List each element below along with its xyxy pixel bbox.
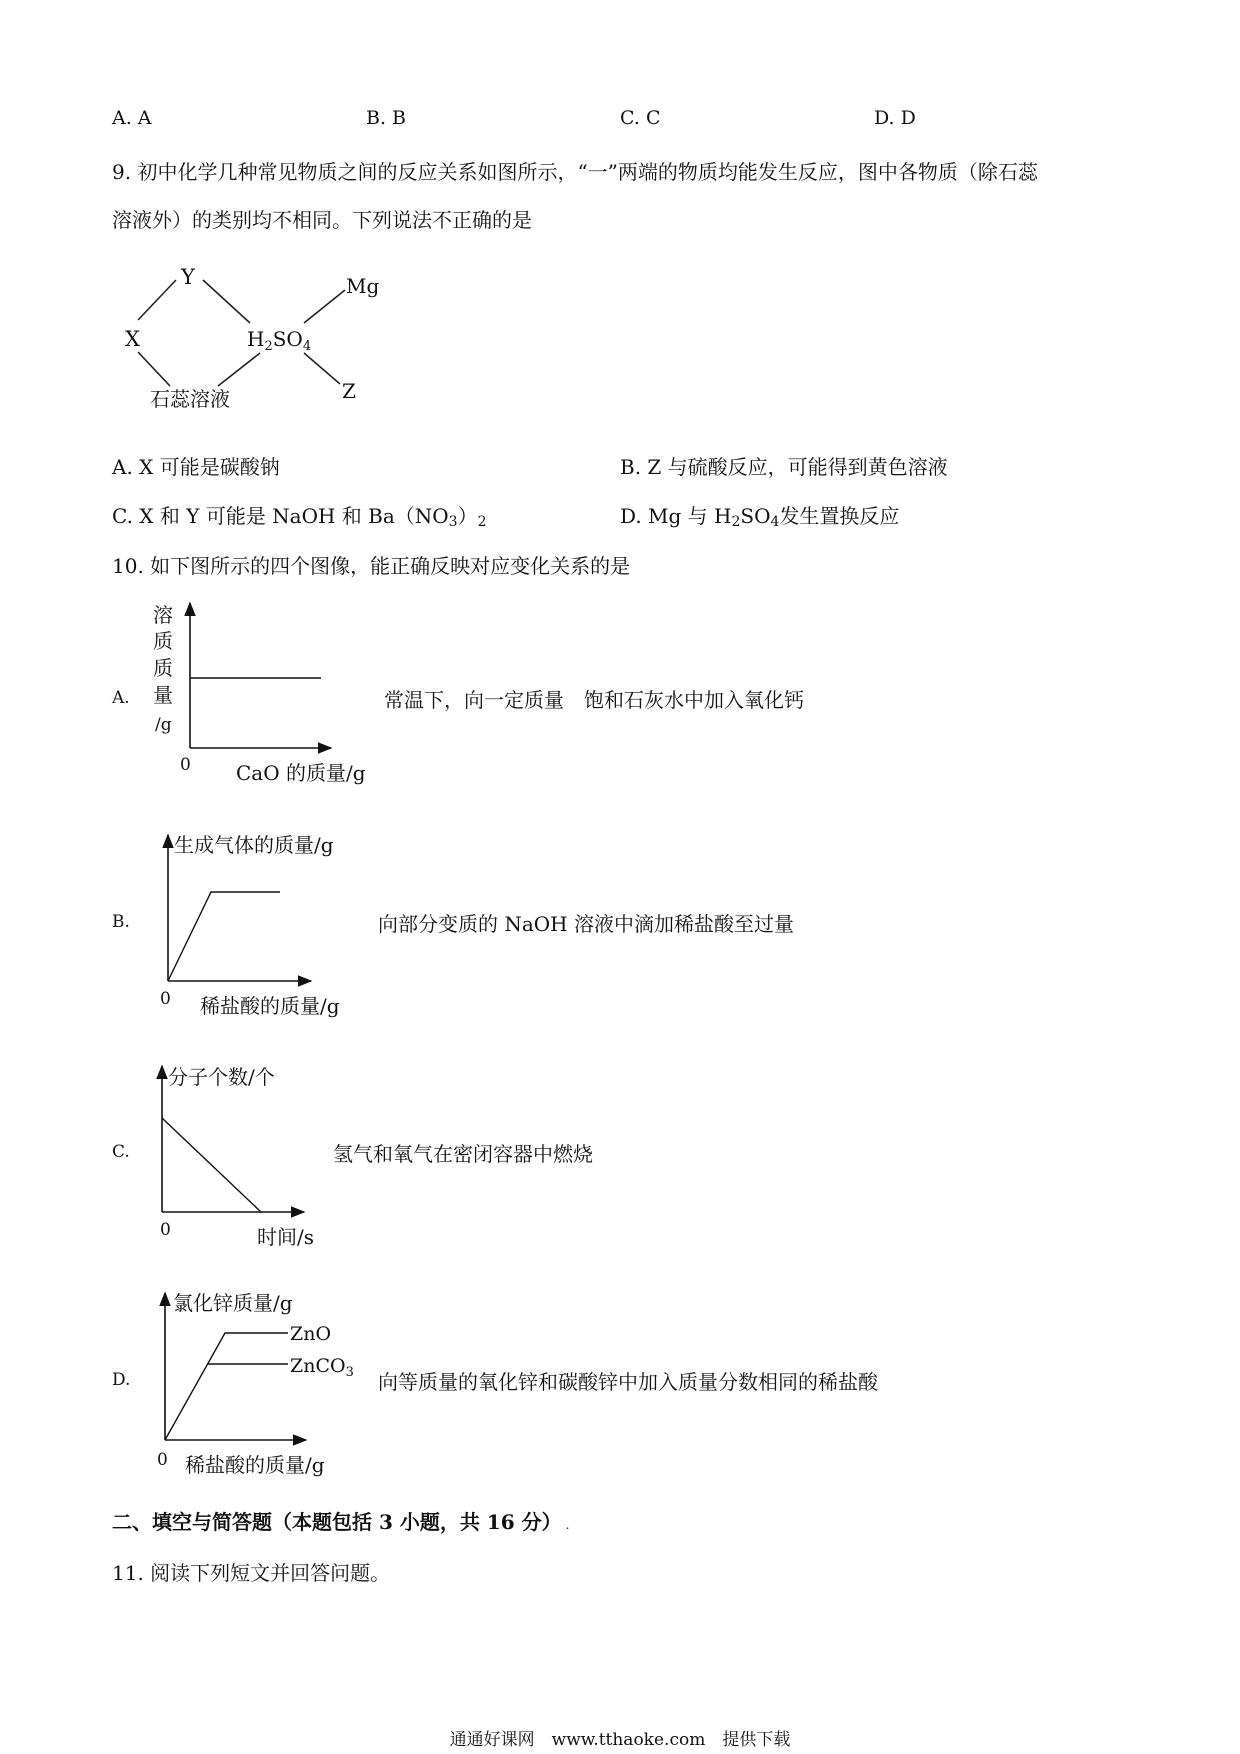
page-footer: 通通好课网 www.tthaoke.com 提供下载 xyxy=(449,1730,791,1750)
q9-option-d: D. Mg 与 $H_2SO_4$发生置换反应 xyxy=(620,504,900,530)
node-z: Z xyxy=(342,379,356,403)
graph-a-ylabel-char-4: 量 xyxy=(153,683,173,707)
graph-d xyxy=(157,1291,354,1477)
graph-c-xlabel: 时间/s xyxy=(257,1225,315,1249)
q8-option-b: B. B xyxy=(366,107,407,129)
node-x: X xyxy=(125,327,140,351)
graph-c-origin: 0 xyxy=(160,1220,171,1240)
q10-b-description: 向部分变质的 NaOH 溶液中滴加稀盐酸至过量 xyxy=(378,912,794,936)
graph-d-series-zno xyxy=(165,1333,288,1440)
graph-b xyxy=(160,833,340,1018)
q10-b-letter: B. xyxy=(112,912,130,932)
node-mg: Mg xyxy=(346,274,380,298)
graph-b-line xyxy=(168,892,280,981)
q8-option-c: C. C xyxy=(620,107,661,129)
graph-a-origin: 0 xyxy=(180,755,191,775)
graph-a xyxy=(153,603,366,785)
graph-a-xlabel: CaO 的质量/g xyxy=(236,761,366,785)
section-2-heading: 二、填空与简答题（本题包括 3 小题，共 16 分） . xyxy=(112,1510,570,1534)
graph-c xyxy=(160,1065,314,1249)
node-h2so4: $H_2SO_4$ xyxy=(247,327,312,354)
q10-c-letter: C. xyxy=(112,1142,130,1162)
graph-d-series-zno-label: ZnO xyxy=(290,1323,332,1345)
graph-b-xlabel: 稀盐酸的质量/g xyxy=(200,994,340,1018)
graph-c-ylabel: 分子个数/个 xyxy=(168,1065,275,1089)
q9-stem-line2: 溶液外）的类别均不相同。下列说法不正确的是 xyxy=(112,208,532,232)
q8-option-a: A. A xyxy=(112,107,152,129)
node-y: Y xyxy=(181,265,195,289)
graph-b-ylabel: 生成气体的质量/g xyxy=(174,833,334,857)
graph-a-yunit: /g xyxy=(155,715,172,735)
q9-option-c: C. X 和 Y 可能是 NaOH 和 $Ba(NO_3)_2$ xyxy=(112,504,487,530)
q8-option-d: D. D xyxy=(874,107,916,129)
graph-d-ylabel: 氯化锌质量/g xyxy=(173,1291,293,1315)
graph-a-ylabel-char-1: 溶 xyxy=(153,603,173,627)
q10-c-description: 氢气和氧气在密闭容器中燃烧 xyxy=(333,1142,593,1166)
graph-a-ylabel-char-2: 质 xyxy=(153,629,173,653)
q9-stem-line1: 9. 初中化学几种常见物质之间的反应关系如图所示，“一”两端的物质均能发生反应，图中各物质（除石蕊 xyxy=(112,160,1038,184)
q9-option-b: B. Z 与硫酸反应，可能得到黄色溶液 xyxy=(620,455,948,479)
q10-d-letter: D. xyxy=(112,1370,131,1390)
q10-stem: 10. 如下图所示的四个图像，能正确反映对应变化关系的是 xyxy=(112,554,631,578)
node-litmus: 石蕊溶液 xyxy=(150,387,230,411)
graph-d-origin: 0 xyxy=(157,1450,168,1470)
graph-a-ylabel-char-3: 质 xyxy=(153,656,173,680)
graph-b-origin: 0 xyxy=(160,989,171,1009)
graph-c-line xyxy=(162,1118,261,1212)
graph-d-series-znco3-label: ZnCO$_3$ xyxy=(290,1355,354,1380)
q9-option-a: A. X 可能是碳酸钠 xyxy=(112,455,280,479)
q10-d-description: 向等质量的氧化锌和碳酸锌中加入质量分数相同的稀盐酸 xyxy=(378,1370,878,1394)
q10-a-description: 常温下，向一定质量 饱和石灰水中加入氧化钙 xyxy=(384,688,804,712)
graph-d-xlabel: 稀盐酸的质量/g xyxy=(185,1453,325,1477)
q10-a-letter: A. xyxy=(112,688,130,708)
q11-stem: 11. 阅读下列短文并回答问题。 xyxy=(112,1561,391,1585)
